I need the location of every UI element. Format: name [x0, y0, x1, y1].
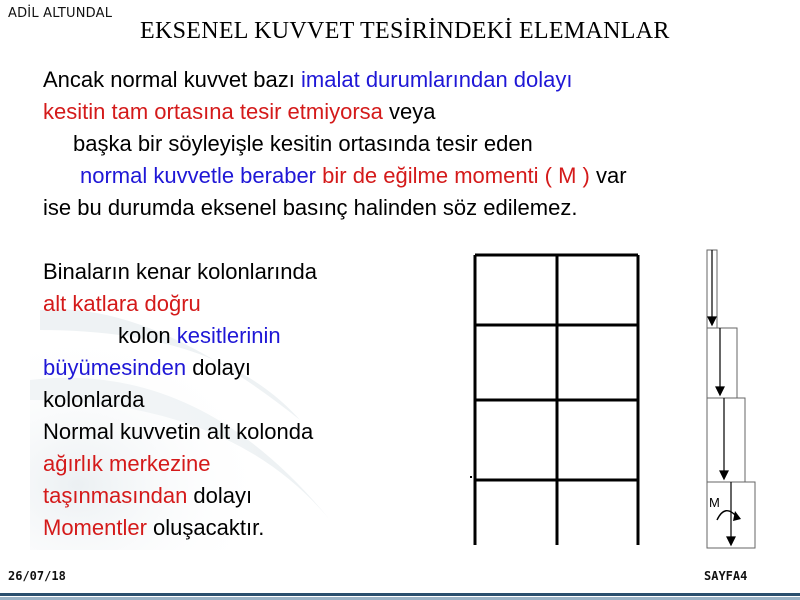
paragraph1-line2 [43, 96, 436, 128]
text-segment: veya [382, 99, 436, 124]
text-segment: taşınmasından [43, 483, 188, 508]
text-segment: imalat durumlarından dolayı [301, 67, 573, 92]
text-segment: kesitin tam ortasına tesir etmiyorsa [43, 99, 383, 124]
text-segment: kesitlerinin [176, 323, 281, 348]
paragraph2-line2 [43, 288, 201, 320]
paragraph2-line8 [43, 480, 252, 512]
load-arrowhead-4 [727, 537, 735, 545]
text-segment: kolonlarda [43, 387, 145, 412]
paragraph2-line5 [43, 384, 145, 416]
text-segment: ise bu durumda eksenel basınç halinden söz edilemez. [43, 195, 578, 220]
text-segment: Momentler [43, 515, 147, 540]
text-segment: alt katlara doğru [43, 291, 201, 316]
paragraph2-line1 [43, 256, 317, 288]
load-arrowhead-1 [708, 317, 716, 325]
text-segment: dolayı [187, 483, 253, 508]
load-arrowhead-3 [720, 471, 728, 479]
text-segment: kolon [118, 323, 177, 348]
text-segment: dolayı [186, 355, 251, 380]
paragraph2-line4 [43, 352, 251, 384]
paragraph1-line5 [43, 192, 577, 224]
text-segment: var [589, 163, 627, 188]
column-segment-3 [707, 398, 745, 482]
text-segment: normal kuvvetle beraber [80, 163, 317, 188]
text-segment: bir de eğilme momenti ( M ) [316, 163, 590, 188]
slide-title: EKSENEL KUVVET TESİRİNDEKİ ELEMANLAR [140, 18, 670, 44]
paragraph2-line7 [43, 448, 211, 480]
load-arrowhead-2 [716, 387, 724, 395]
stepped-column-diagram [695, 245, 760, 555]
paragraph1-line1 [43, 64, 573, 96]
author-name: ADİL ALTUNDAL [8, 6, 113, 21]
paragraph2-line9 [43, 512, 264, 544]
text-segment: Normal kuvvetin alt kolonda [43, 419, 314, 444]
text-segment: Ancak normal kuvvet bazı [43, 67, 302, 92]
text-segment: ağırlık merkezine [43, 451, 211, 476]
text-segment: büyümesinden [43, 355, 187, 380]
paragraph1-line4 [80, 160, 627, 192]
moment-label: M [709, 495, 720, 510]
building-frame-diagram [460, 245, 650, 555]
moment-arrowhead [733, 511, 741, 521]
footer-date: 26/07/18 [8, 569, 66, 583]
text-segment: başka bir söyleyişle kesitin ortasında tesir eden [73, 131, 533, 156]
paragraph1-line3 [73, 128, 533, 160]
text-segment: oluşacaktır. [146, 515, 265, 540]
paragraph2-line6 [43, 416, 313, 448]
text-segment: Binaların kenar kolonlarında [43, 259, 317, 284]
paragraph2-line3 [118, 320, 281, 352]
footer-page-number: SAYFA4 [704, 569, 748, 583]
footer-rule [0, 593, 800, 596]
